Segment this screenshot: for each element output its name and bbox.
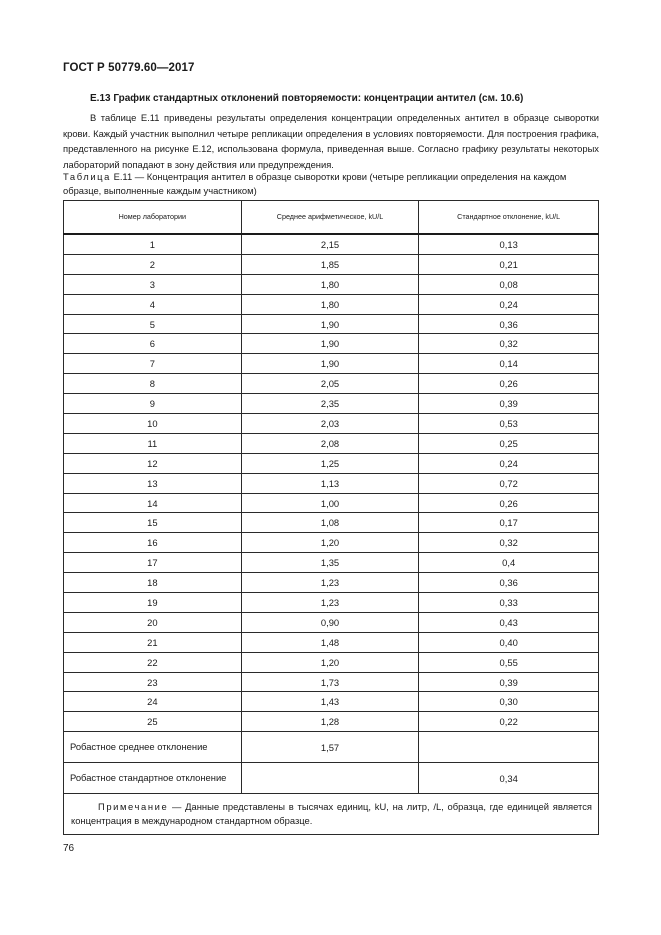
mean-cell: 1,90 bbox=[241, 354, 419, 374]
std-dev-cell: 0,32 bbox=[419, 533, 599, 553]
mean-cell: 1,25 bbox=[241, 453, 419, 473]
note-row bbox=[64, 794, 599, 835]
lab-number-cell: 24 bbox=[64, 692, 242, 712]
robust-mean-value: 1,57 bbox=[241, 732, 419, 763]
lab-number-cell: 16 bbox=[64, 533, 242, 553]
mean-cell: 0,90 bbox=[241, 612, 419, 632]
lab-number-cell: 10 bbox=[64, 414, 242, 434]
table-row bbox=[64, 533, 599, 553]
std-dev-cell: 0,14 bbox=[419, 354, 599, 374]
mean-cell: 2,03 bbox=[241, 414, 419, 434]
std-dev-cell: 0,53 bbox=[419, 414, 599, 434]
header-std-dev: Стандартное отклонение, kU/L bbox=[419, 201, 599, 235]
table-row bbox=[64, 513, 599, 533]
std-dev-cell: 0,25 bbox=[419, 433, 599, 453]
mean-cell: 2,35 bbox=[241, 394, 419, 414]
lab-number-cell: 11 bbox=[64, 433, 242, 453]
robust-mean-label: Робастное среднее отклонение bbox=[64, 732, 242, 763]
table-caption bbox=[63, 170, 599, 197]
table-row bbox=[64, 692, 599, 712]
mean-cell: 1,73 bbox=[241, 672, 419, 692]
std-dev-cell: 0,32 bbox=[419, 334, 599, 354]
table-caption-text: Е.11 — Концентрация антител в образце сыворотки крови (четыре репликации определения на каждом образце, выполненные каждым участником) bbox=[63, 171, 567, 196]
std-dev-cell: 0,40 bbox=[419, 632, 599, 652]
table-row bbox=[64, 254, 599, 274]
mean-cell: 1,90 bbox=[241, 314, 419, 334]
note-text: — Данные представлены в тысячах единиц, kU, на литр, /L, образца, где единицей является концентрация в международном стандартном образце. bbox=[71, 801, 592, 827]
table-row bbox=[64, 632, 599, 652]
lab-number-cell: 9 bbox=[64, 394, 242, 414]
lab-number-cell: 7 bbox=[64, 354, 242, 374]
mean-cell: 1,80 bbox=[241, 294, 419, 314]
table-row bbox=[64, 314, 599, 334]
header-mean: Среднее арифметическое, kU/L bbox=[241, 201, 419, 235]
lab-number-cell: 22 bbox=[64, 652, 242, 672]
table-row bbox=[64, 652, 599, 672]
mean-cell: 1,80 bbox=[241, 274, 419, 294]
std-dev-cell: 0,39 bbox=[419, 672, 599, 692]
table-row bbox=[64, 612, 599, 632]
mean-cell: 1,00 bbox=[241, 493, 419, 513]
mean-cell: 1,20 bbox=[241, 533, 419, 553]
body-paragraph bbox=[63, 110, 599, 172]
lab-number-cell: 5 bbox=[64, 314, 242, 334]
table-row bbox=[64, 274, 599, 294]
robust-sd-value: 0,34 bbox=[419, 763, 599, 794]
std-dev-cell: 0,24 bbox=[419, 294, 599, 314]
data-table bbox=[63, 200, 599, 835]
std-dev-cell: 0,36 bbox=[419, 314, 599, 334]
table-row bbox=[64, 553, 599, 573]
table-row bbox=[64, 294, 599, 314]
std-dev-cell: 0,43 bbox=[419, 612, 599, 632]
header-lab-number: Номер лаборатории bbox=[64, 201, 242, 235]
table-row bbox=[64, 473, 599, 493]
lab-number-cell: 20 bbox=[64, 612, 242, 632]
mean-cell: 1,35 bbox=[241, 553, 419, 573]
std-dev-cell: 0,26 bbox=[419, 493, 599, 513]
robust-mean-empty bbox=[419, 732, 599, 763]
table-row bbox=[64, 593, 599, 613]
table-row bbox=[64, 493, 599, 513]
table-row bbox=[64, 712, 599, 732]
lab-number-cell: 6 bbox=[64, 334, 242, 354]
table-row bbox=[64, 394, 599, 414]
std-dev-cell: 0,72 bbox=[419, 473, 599, 493]
std-dev-cell: 0,08 bbox=[419, 274, 599, 294]
table-row bbox=[64, 672, 599, 692]
table-caption-label: Таблица bbox=[63, 171, 111, 182]
robust-sd-row bbox=[64, 763, 599, 794]
robust-mean-row bbox=[64, 732, 599, 763]
lab-number-cell: 19 bbox=[64, 593, 242, 613]
mean-cell: 2,15 bbox=[241, 234, 419, 254]
paragraph-text: В таблице Е.11 приведены результаты определения концентрации определенных антител в образце сыворотки крови. Каждый участник выполнил четыре репликации определения в условиях повторяемости. Для построения графика, представленного на рисунке Е.12, использована формула, приведенная выше. Согласно графику результаты некоторых лабораторий попадают в зону действия или предупреждения. bbox=[63, 112, 599, 170]
mean-cell: 1,23 bbox=[241, 593, 419, 613]
lab-number-cell: 15 bbox=[64, 513, 242, 533]
table-row bbox=[64, 573, 599, 593]
mean-cell: 1,08 bbox=[241, 513, 419, 533]
mean-cell: 1,23 bbox=[241, 573, 419, 593]
lab-number-cell: 8 bbox=[64, 374, 242, 394]
lab-number-cell: 25 bbox=[64, 712, 242, 732]
lab-number-cell: 3 bbox=[64, 274, 242, 294]
lab-number-cell: 14 bbox=[64, 493, 242, 513]
std-dev-cell: 0,36 bbox=[419, 573, 599, 593]
lab-number-cell: 12 bbox=[64, 453, 242, 473]
std-dev-cell: 0,4 bbox=[419, 553, 599, 573]
mean-cell: 2,05 bbox=[241, 374, 419, 394]
table-row bbox=[64, 433, 599, 453]
mean-cell: 1,28 bbox=[241, 712, 419, 732]
mean-cell: 1,13 bbox=[241, 473, 419, 493]
page-number: 76 bbox=[63, 843, 75, 854]
std-dev-cell: 0,30 bbox=[419, 692, 599, 712]
table-header-row bbox=[64, 201, 599, 235]
table-note bbox=[64, 794, 599, 835]
lab-number-cell: 13 bbox=[64, 473, 242, 493]
lab-number-cell: 17 bbox=[64, 553, 242, 573]
std-dev-cell: 0,26 bbox=[419, 374, 599, 394]
robust-sd-label: Робастное стандартное отклонение bbox=[64, 763, 242, 794]
robust-sd-empty bbox=[241, 763, 419, 794]
mean-cell: 1,90 bbox=[241, 334, 419, 354]
std-dev-cell: 0,17 bbox=[419, 513, 599, 533]
lab-number-cell: 2 bbox=[64, 254, 242, 274]
table-row bbox=[64, 453, 599, 473]
lab-number-cell: 18 bbox=[64, 573, 242, 593]
std-dev-cell: 0,22 bbox=[419, 712, 599, 732]
document-code: ГОСТ Р 50779.60—2017 bbox=[63, 62, 195, 74]
mean-cell: 1,43 bbox=[241, 692, 419, 712]
std-dev-cell: 0,33 bbox=[419, 593, 599, 613]
lab-number-cell: 23 bbox=[64, 672, 242, 692]
mean-cell: 2,08 bbox=[241, 433, 419, 453]
table-row bbox=[64, 374, 599, 394]
note-heading: Примечание bbox=[98, 801, 169, 813]
std-dev-cell: 0,21 bbox=[419, 254, 599, 274]
table-row bbox=[64, 414, 599, 434]
mean-cell: 1,48 bbox=[241, 632, 419, 652]
lab-number-cell: 4 bbox=[64, 294, 242, 314]
std-dev-cell: 0,39 bbox=[419, 394, 599, 414]
table-row bbox=[64, 234, 599, 254]
std-dev-cell: 0,24 bbox=[419, 453, 599, 473]
std-dev-cell: 0,55 bbox=[419, 652, 599, 672]
std-dev-cell: 0,13 bbox=[419, 234, 599, 254]
section-title: Е.13 График стандартных отклонений повторяемости: концентрации антител (см. 10.6) bbox=[90, 93, 524, 104]
mean-cell: 1,20 bbox=[241, 652, 419, 672]
table-row bbox=[64, 354, 599, 374]
lab-number-cell: 1 bbox=[64, 234, 242, 254]
mean-cell: 1,85 bbox=[241, 254, 419, 274]
lab-number-cell: 21 bbox=[64, 632, 242, 652]
table-row bbox=[64, 334, 599, 354]
